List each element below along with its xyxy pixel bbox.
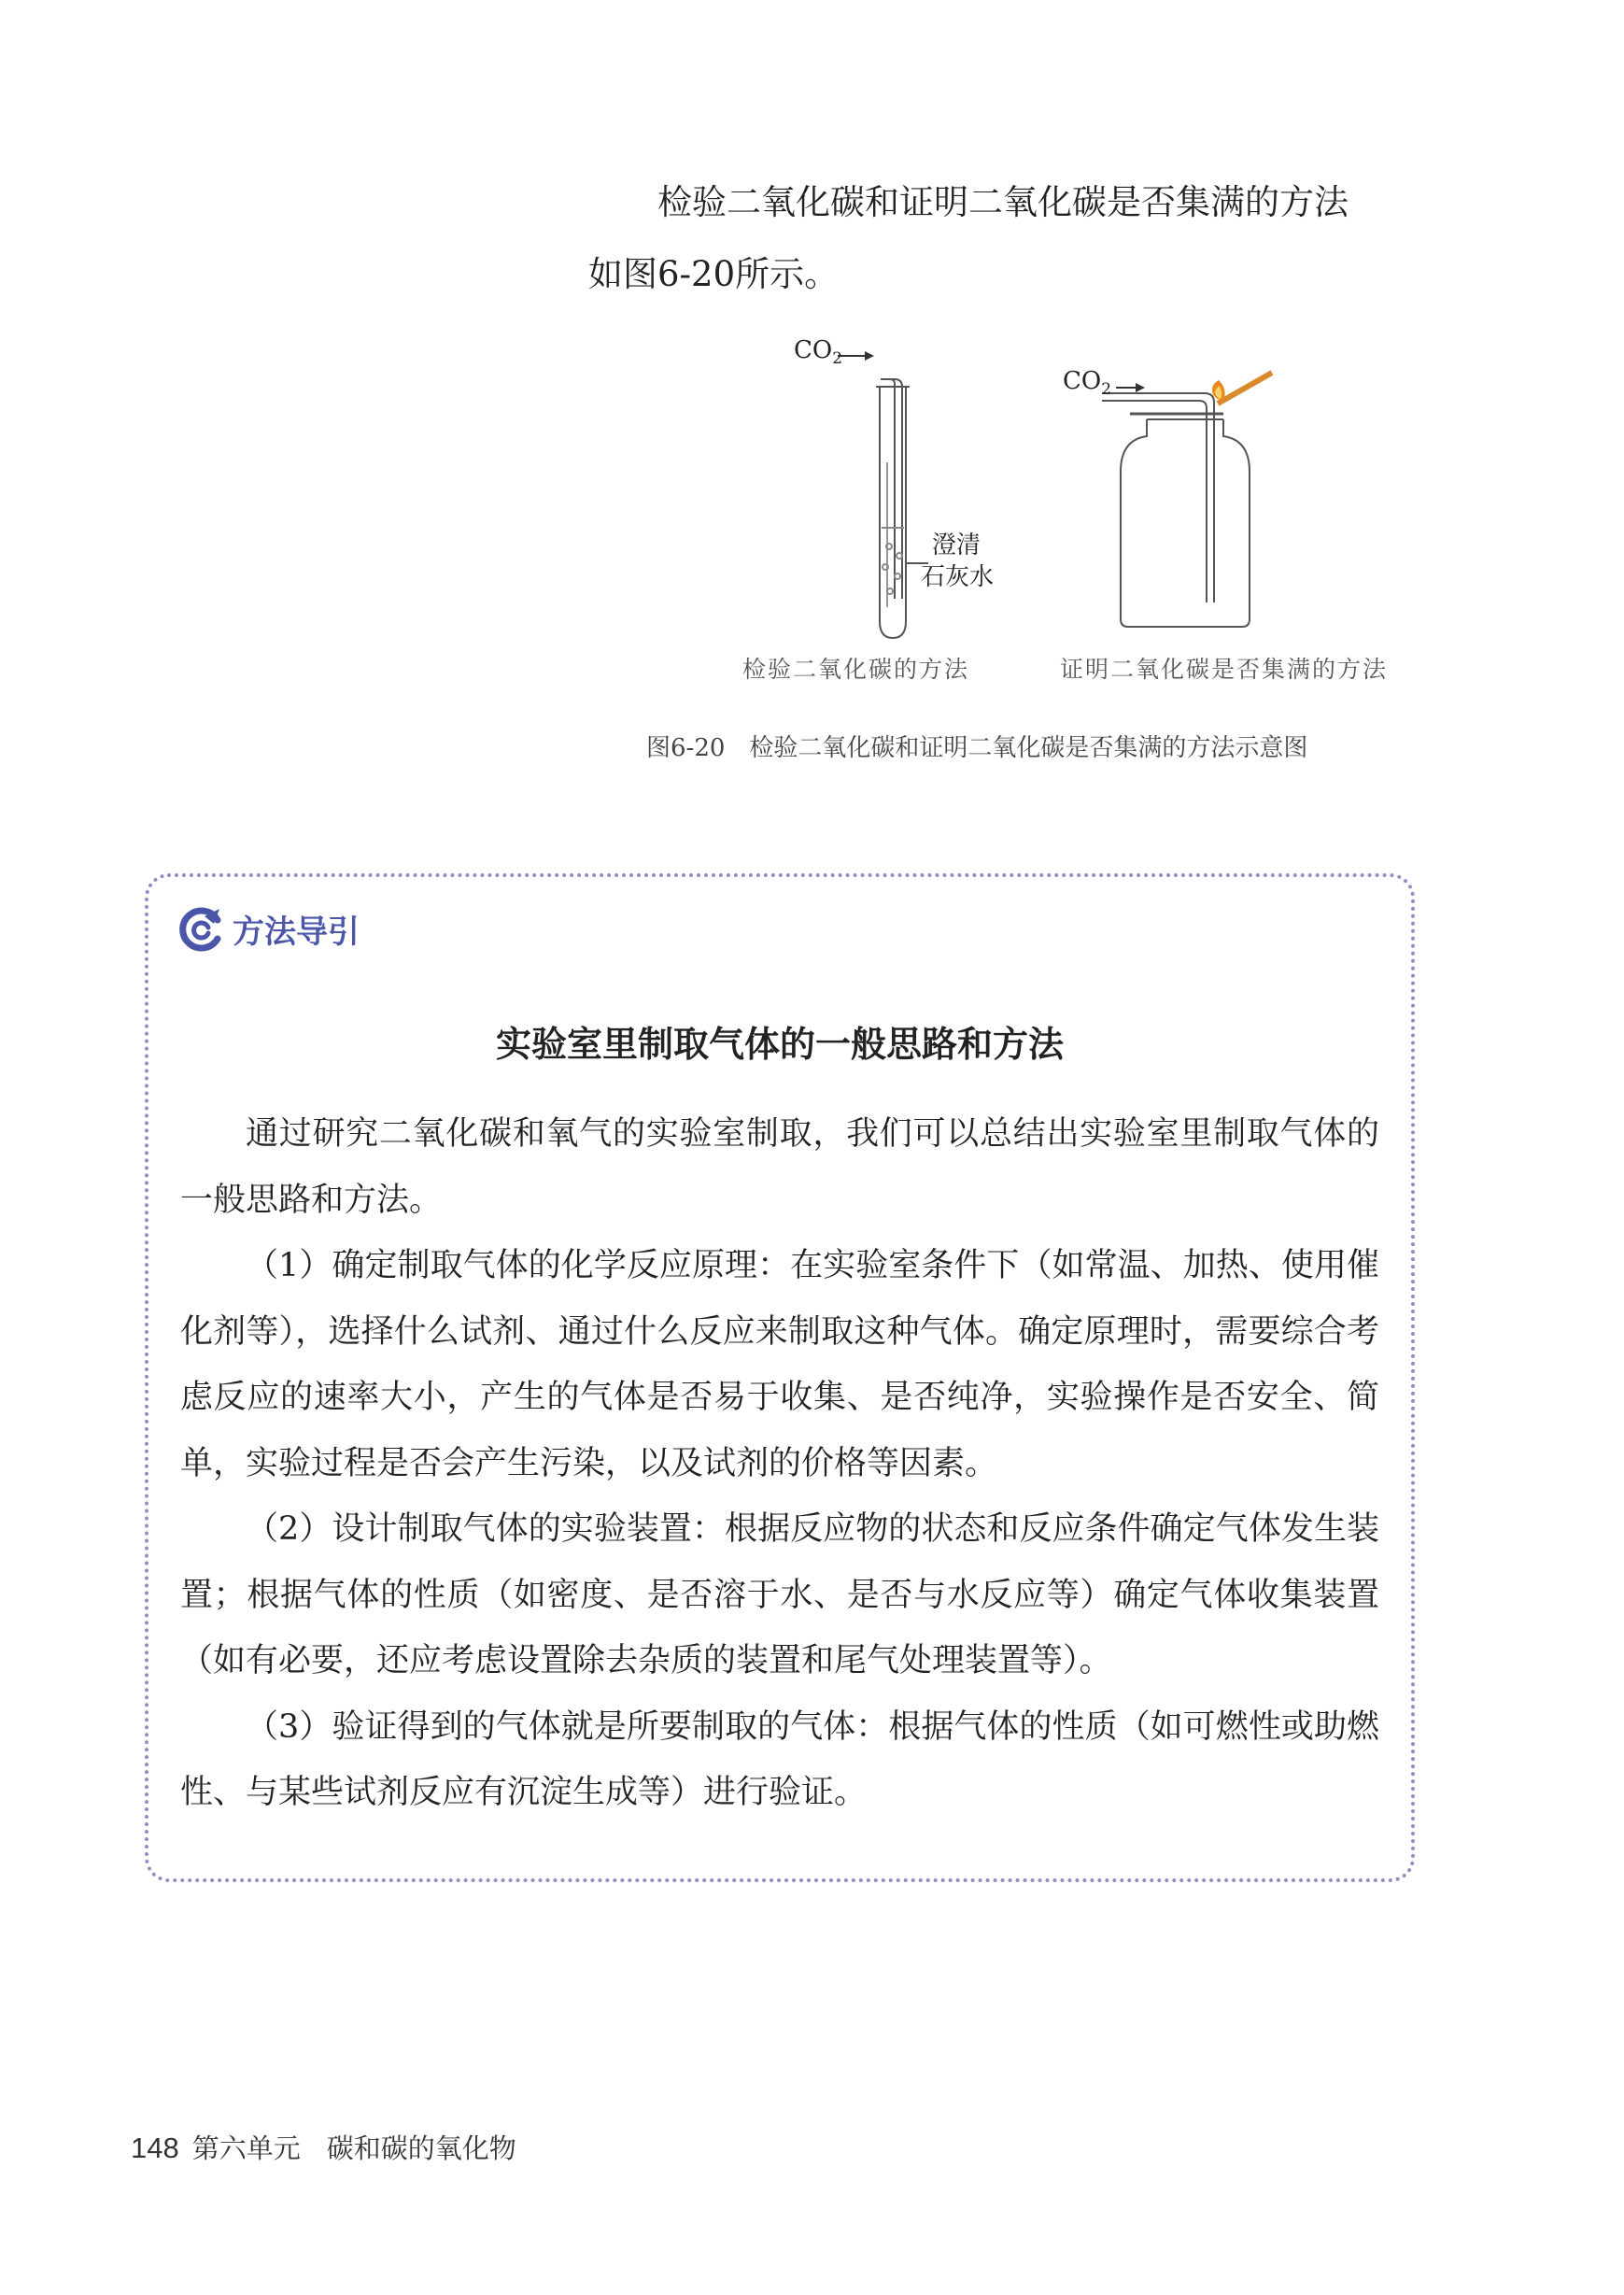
- co2-label-right: $CO_2$: [1063, 367, 1112, 400]
- intro-line-1: 检验二氧化碳和证明二氧化碳是否集满的方法: [657, 182, 1349, 222]
- limewater-label-1: 澄清: [932, 531, 981, 560]
- intro-text: [588, 166, 1429, 310]
- method-guide-body: [180, 1101, 1379, 1826]
- method-guide-badge: [177, 903, 360, 954]
- unit-title: 碳和碳的氧化物: [326, 2132, 516, 2164]
- limewater-label-2: 石灰水: [921, 563, 995, 591]
- test-tube-apparatus: [876, 379, 928, 638]
- page-number: 148: [131, 2132, 179, 2164]
- paragraph-intro: 通过研究二氧化碳和氧气的实验室制取，我们可以总结出实验室里制取气体的一般思路和方法。: [180, 1115, 1379, 1219]
- delivery-tube: [881, 379, 902, 599]
- gas-bottle: [1121, 419, 1250, 627]
- co2-test-figure: [728, 322, 1438, 687]
- left-subcaption: 检验二氧化碳的方法: [742, 656, 970, 683]
- method-guide-title: 实验室里制取气体的一般思路和方法: [495, 1023, 1064, 1065]
- figure-caption: [646, 729, 1307, 763]
- method-guide-box: [145, 873, 1415, 1882]
- unit-number: 第六单元: [191, 2132, 301, 2164]
- intro-line-2: 如图6-20所示。: [588, 254, 840, 294]
- burning-splint: [1212, 373, 1272, 404]
- collection-bottle-apparatus: [1102, 393, 1250, 627]
- co2-label-left: $CO_2$: [794, 336, 843, 369]
- figure-caption-text: 检验二氧化碳和证明二氧化碳是否集满的方法示意图: [749, 734, 1308, 762]
- method-guide-icon: [177, 903, 227, 954]
- figure-number: 图6-20: [646, 734, 726, 762]
- page-footer: [131, 2128, 516, 2166]
- paragraph-step-2: （2）设计制取气体的实验装置：根据反应物的状态和反应条件确定气体发生装置；根据气体的性质（如密度、是否溶于水、是否与水反应等）确定气体收集装置（如有必要，还应考虑设置除去杂质的装置和尾气处理装置等）。: [180, 1510, 1379, 1679]
- method-guide-label: 方法导引: [233, 913, 360, 951]
- right-subcaption: 证明二氧化碳是否集满的方法: [1060, 656, 1389, 683]
- bottle-delivery-tube: [1102, 393, 1214, 602]
- paragraph-step-1: （1）确定制取气体的化学反应原理：在实验室条件下（如常温、加热、使用催化剂等），选择什么试剂、通过什么反应来制取这种气体。确定原理时，需要综合考虑反应的速率大小，产生的气体是否易于收集、是否纯净，实验操作是否安全、简单，实验过程是否会产生污染，以及试剂的价格等因素。: [180, 1247, 1379, 1482]
- paragraph-step-3: （3）验证得到的气体就是所要制取的气体：根据气体的性质（如可燃性或助燃性、与某些试剂反应有沉淀生成等）进行验证。: [180, 1707, 1379, 1811]
